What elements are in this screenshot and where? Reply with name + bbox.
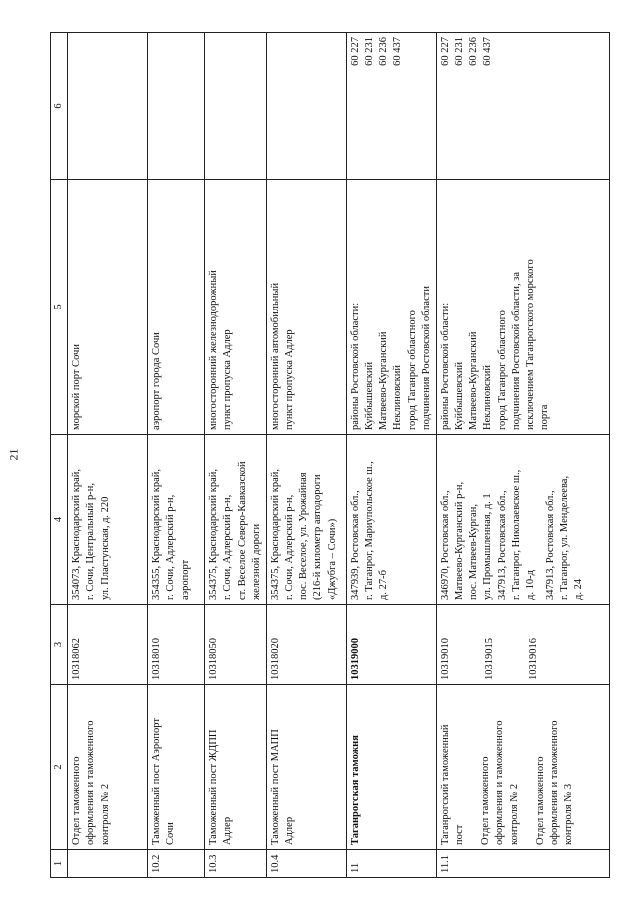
okato-codes: 60 227 60 231 60 236 60 437 (436, 33, 609, 180)
office-name-a-line: пост (454, 824, 466, 845)
table-row (205, 33, 267, 878)
office-address-b-line: д. 10-д (524, 570, 536, 600)
office-zone: районы Ростовской области: Куйбышевский Матвеево-Курганский Неклиновский город Таганрог областного подчинения Ростовской области, за исключением Таганрогского морского порта (436, 180, 609, 435)
row-number: 10.4 (266, 850, 346, 878)
office-address-c-line: 347913, Ростовская обл., (545, 490, 557, 600)
office-address-a-line: 346970, Ростовская обл., (439, 490, 451, 600)
table-body (68, 33, 610, 878)
office-code-b: 10319015 (484, 638, 496, 680)
table-row (346, 33, 436, 878)
customs-table (50, 32, 610, 878)
office-address: 354355, Краснодарский край, г. Сочи, Адлерский р-н, аэропорт (148, 435, 205, 605)
office-address-b-line: г. Таганрог, Николаевское ш., (510, 469, 522, 600)
office-address: 354375, Краснодарский край, г. Сочи, Адлерский р-н, ст. Веселое Северо-Кавказской железной дороги (205, 435, 267, 605)
office-code: 10318010 (148, 605, 205, 685)
row-number (68, 850, 148, 878)
row-number: 10.2 (148, 850, 205, 878)
office-name-c-line: контроля № 3 (563, 783, 575, 845)
office-address-b-line: 347913, Ростовская обл., (496, 490, 508, 600)
office-address: 354073, Краснодарский край, г. Сочи, Центральный р-н, ул. Пластунская, д. 220 (68, 435, 148, 605)
office-name: Таганрогская таможня (346, 685, 436, 850)
office-name-b-line: оформления и таможенного (494, 720, 506, 845)
office-address: 354375, Краснодарский край, г. Сочи, Адлерский р-н, пос. Веселое, ул. Урожайная (216-й километр автодороги «Джубга – Сочи») (266, 435, 346, 605)
office-code: 10319000 (346, 605, 436, 685)
office-code (436, 605, 609, 685)
office-address-a-line: ул. Промышленная, д. 1 (482, 493, 494, 600)
header-cell: 3 (51, 605, 68, 685)
okato-codes (205, 33, 267, 180)
header-cell: 6 (51, 33, 68, 180)
office-code: 10318062 (68, 605, 148, 685)
office-name (436, 685, 609, 850)
okato-codes (148, 33, 205, 180)
office-address-a-line: пос. Матвеев-Курган, (468, 504, 480, 600)
office-name: Таможенный пост ЖДПП Адлер (205, 685, 267, 850)
okato-codes (266, 33, 346, 180)
office-name: Таможенный пост Аэропорт Сочи (148, 685, 205, 850)
office-code-c: 10319016 (528, 638, 540, 680)
office-zone: районы Ростовской области: Куйбышевский Матвеево-Курганский Неклиновский город Таганрог областного подчинения Ростовской области (346, 180, 436, 435)
okato-codes: 60 227 60 231 60 236 60 437 (346, 33, 436, 180)
page-number: 21 (6, 448, 21, 461)
office-name-b-line: контроля № 2 (508, 783, 520, 845)
office-zone: морской порт Сочи (68, 180, 148, 435)
header-row (51, 33, 68, 878)
table-row (266, 33, 346, 878)
header-cell: 1 (51, 850, 68, 878)
row-number: 11 (346, 850, 436, 878)
table-row (436, 33, 609, 878)
office-name-a-line: Таганрогский таможенный (439, 724, 451, 845)
header-cell: 4 (51, 435, 68, 605)
header-cell: 5 (51, 180, 68, 435)
office-address-c-line: г. Таганрог, ул. Менделеева, (559, 475, 571, 600)
office-name: Отдел таможенного оформления и таможенного контроля № 2 (68, 685, 148, 850)
office-address-a-line: Матвеево-Курганский р-н, (454, 481, 466, 600)
header-cell: 2 (51, 685, 68, 850)
office-address (436, 435, 609, 605)
office-code: 10318020 (266, 605, 346, 685)
office-name-c-line: оформления и таможенного (548, 720, 560, 845)
office-code: 10318050 (205, 605, 267, 685)
table-row (68, 33, 148, 878)
rotated-table-wrapper (50, 33, 610, 878)
table-row (148, 33, 205, 878)
office-code-a: 10319010 (439, 638, 451, 680)
row-number: 11.1 (436, 850, 609, 878)
office-zone: многосторонний железнодорожный пункт пропуска Адлер (205, 180, 267, 435)
okato-codes (68, 33, 148, 180)
row-number: 10.3 (205, 850, 267, 878)
office-zone: аэропорт города Сочи (148, 180, 205, 435)
office-zone: многосторонний автомобильный пункт пропуска Адлер (266, 180, 346, 435)
office-name: Таможенный пост МАПП Адлер (266, 685, 346, 850)
office-address-c-line: д. 24 (573, 578, 585, 600)
office-address: 347939, Ростовская обл., г. Таганрог, Мариупольское ш., д. 27-б (346, 435, 436, 605)
office-name-c-line: Отдел таможенного (534, 756, 546, 845)
office-name-b-line: Отдел таможенного (480, 756, 492, 845)
